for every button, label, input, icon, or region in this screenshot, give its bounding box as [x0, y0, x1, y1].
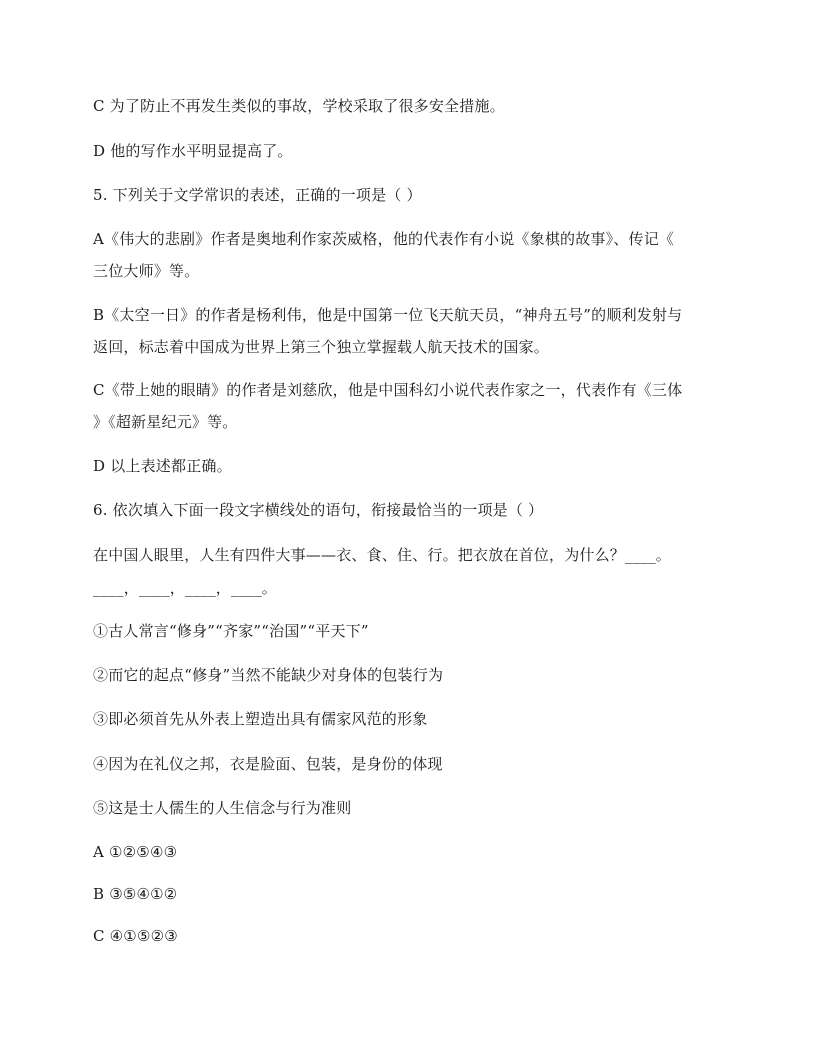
option-c-line: C 为了防止不再发生类似的事故，学校采取了很多安全措施。 [93, 97, 505, 115]
option-d-line: D 他的写作水平明显提高了。 [93, 142, 293, 160]
question-6-stem: 6. 依次填入下面一段文字横线处的语句，衔接最恰当的一项是（ ） [93, 501, 544, 519]
question-5-option-b-cont: 返回，标志着中国成为世界上第三个独立掌握载人航天技术的国家。 [93, 338, 550, 356]
sentence-3: ③即必须首先从外表上塑造出具有儒家风范的形象 [93, 710, 428, 728]
question-5-option-d: D 以上表述都正确。 [93, 457, 232, 475]
sentence-2: ②而它的起点“修身”当然不能缺少对身体的包装行为 [93, 666, 444, 684]
question-5-option-a-cont: 三位大师》等。 [93, 262, 200, 280]
sentence-1: ①古人常言“修身”“齐家”“治国”“平天下” [93, 622, 369, 640]
question-6-passage-blanks: ____，____，____，____。 [93, 579, 278, 597]
question-6-option-a: A ①②⑤④③ [93, 843, 178, 861]
question-5-option-b: B《太空一日》的作者是杨利伟，他是中国第一位飞天航天员，“神舟五号”的顺利发射与 [93, 306, 683, 324]
question-6-option-b: B ③⑤④①② [93, 885, 178, 903]
question-5-option-c: C《带上她的眼睛》的作者是刘慈欣，他是中国科幻小说代表作家之一，代表作有《三体 [93, 381, 683, 399]
question-5-option-c-cont: 》《超新星纪元》等。 [93, 413, 238, 431]
question-5-option-a: A《伟大的悲剧》作者是奥地利作家茨威格，他的代表作有小说《象棋的故事》、传记《 [93, 230, 675, 248]
question-6-passage: 在中国人眼里，人生有四件大事——衣、食、住、行。把衣放在首位，为什么？____。 [93, 546, 672, 564]
question-5-stem: 5. 下列关于文学常识的表述，正确的一项是（ ） [93, 186, 422, 204]
sentence-4: ④因为在礼仪之邦，衣是脸面、包装，是身份的体现 [93, 755, 443, 773]
sentence-5: ⑤这是士人儒生的人生信念与行为准则 [93, 799, 352, 817]
question-6-option-c: C ④①⑤②③ [93, 927, 178, 945]
